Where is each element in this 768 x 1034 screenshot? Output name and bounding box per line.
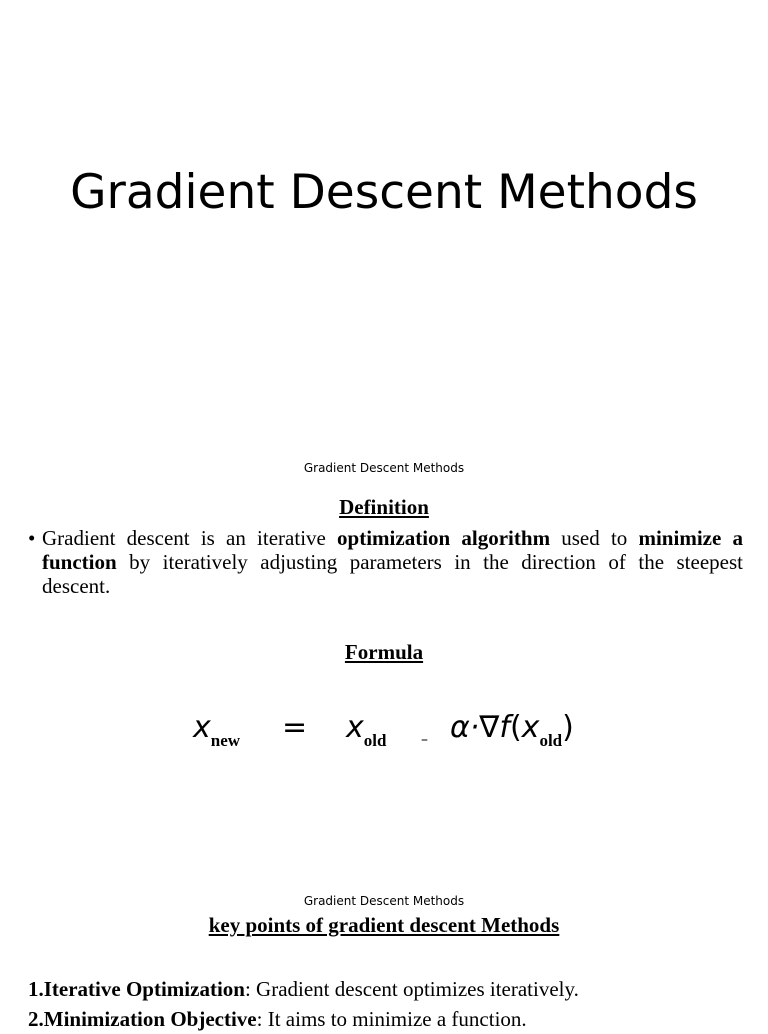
key-point-item: 2.Minimization Objective: It aims to minimize a function. (28, 1007, 527, 1031)
bullet-icon: • (28, 526, 36, 550)
slide-title: Gradient Descent Methods (70, 165, 698, 220)
key-point-item: 1.Iterative Optimization: Gradient descent optimizes iteratively. (28, 977, 579, 1001)
formula-x-new: $x_{new}$ (193, 710, 241, 750)
definition-bold-optimization: optimization algorithm (337, 526, 551, 550)
definition-text (42, 526, 743, 598)
formula-x-old: $x_{old}$ (346, 710, 387, 750)
key-point-title: Iterative Optimization (43, 977, 245, 1001)
key-points-heading: key points of gradient descent Methods (208, 913, 560, 937)
key-points-list (28, 974, 758, 1034)
key-point-text: : It aims to minimize a function. (256, 1007, 527, 1031)
formula-heading: Formula (344, 640, 424, 664)
definition-bullet (28, 526, 743, 598)
slide-header-label: Gradient Descent Methods (303, 461, 465, 475)
formula-minus: – (421, 732, 428, 748)
definition-bold-minimize: minimize a function (42, 526, 743, 574)
definition-text-part: by iteratively adjusting parameters in the direction of the steepest descent. (42, 550, 743, 598)
slide-header-label: Gradient Descent Methods (303, 894, 465, 908)
definition-heading: Definition (339, 495, 429, 519)
definition-text-part: Gradient descent is an iterative (42, 526, 338, 550)
gradient-descent-formula (0, 700, 768, 770)
formula-gradient-term: $\alpha\cdot\nabla f(x_{old})$ (450, 710, 574, 750)
key-point-title: Minimization Objective (43, 1007, 257, 1031)
definition-text-part: used to (550, 526, 639, 550)
key-point-text: : Gradient descent optimizes iteratively. (244, 977, 579, 1001)
formula-equals: = (282, 710, 308, 745)
